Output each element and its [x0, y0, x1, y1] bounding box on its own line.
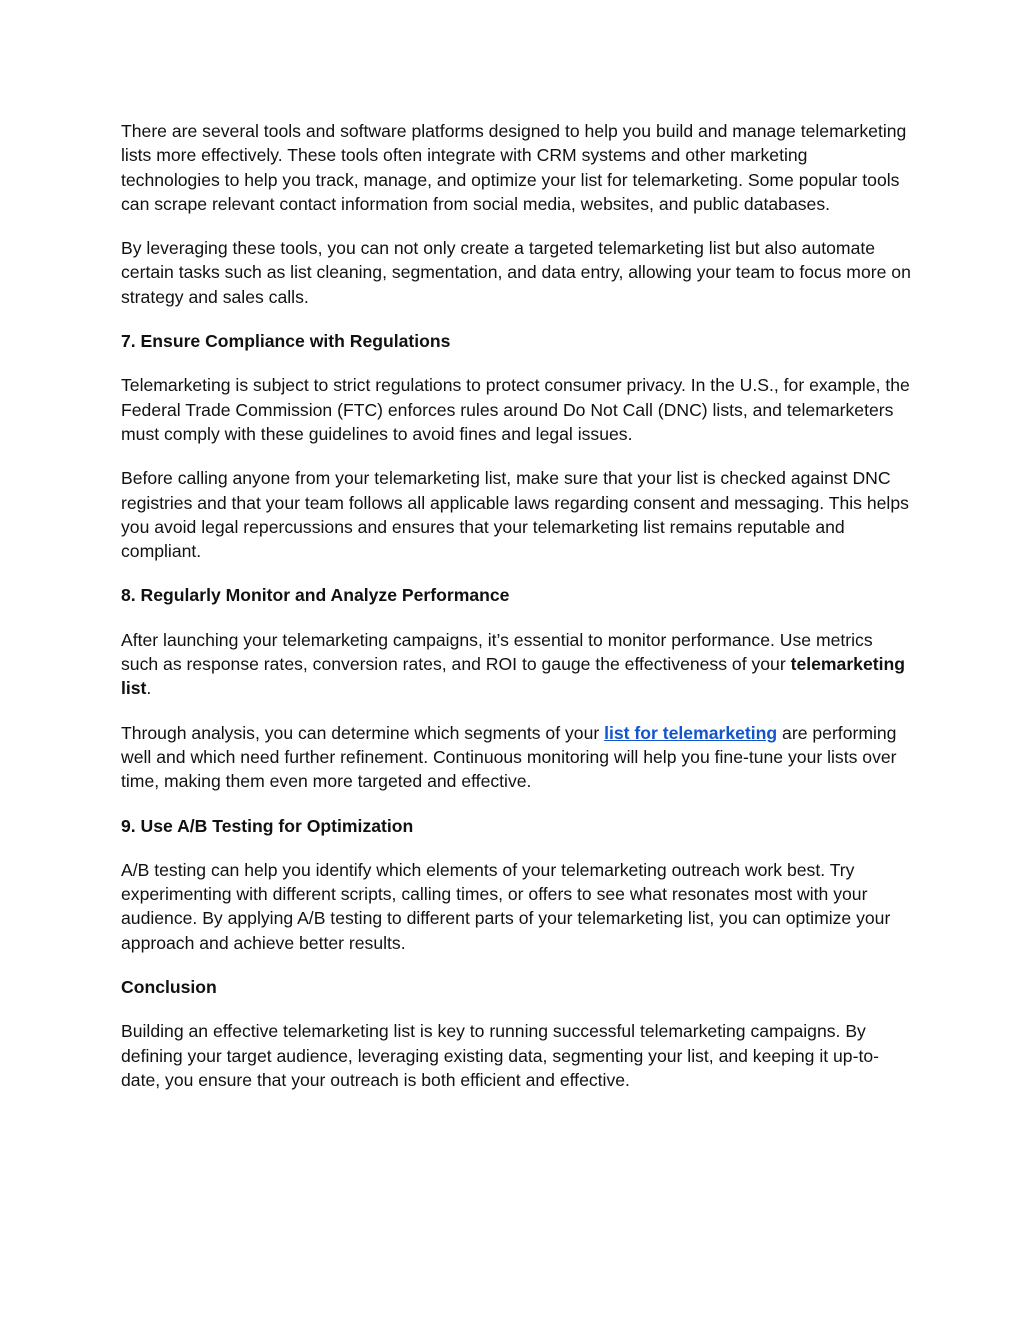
paragraph-analysis-before: Through analysis, you can determine which segments of your — [121, 722, 605, 743]
bold-telemarketing-list: telemarketing list — [121, 654, 905, 699]
paragraph-monitor-metrics — [121, 628, 911, 701]
paragraph-ab-testing: A/B testing can help you identify which elements of your telemarketing outreach work best. Try experimenting with different scripts, calling times, or offers to see what resonates most with your audience. By applying A/B testing to different parts of your telemarketing list, you can optimize your approach and achieve better results. — [121, 859, 891, 953]
list-for-telemarketing-link[interactable]: list for telemarketing — [604, 722, 778, 743]
document-page — [121, 119, 911, 1112]
paragraph-conclusion: Building an effective telemarketing list is key to running successful telemarketing campaigns. By defining your target audience, leveraging existing data, segmenting your list, and keeping it up-to-date, you ensure that your outreach is both efficient and effective. — [121, 1021, 879, 1090]
paragraph-monitor-metrics-text: After launching your telemarketing campaigns, it’s essential to monitor performance. Use metrics such as response rates, conversion rates, and ROI to gauge the effectiveness of your — [121, 629, 873, 675]
heading-compliance: 7. Ensure Compliance with Regulations — [121, 331, 451, 352]
paragraph-analysis-after: are performing well and which need further refinement. Continuous monitoring will help you fine-tune your lists over time, making them even more targeted and effective. — [121, 722, 897, 792]
paragraph-monitor-analysis — [121, 721, 911, 794]
paragraph-monitor-metrics-end: . — [146, 678, 152, 699]
paragraph-compliance-regulations: Telemarketing is subject to strict regulations to protect consumer privacy. In the U.S., for example, the Federal Trade Commission (FTC) enforces rules around Do Not Call (DNC) lists, and telemarketers must comply with these guidelines to avoid fines and legal issues. — [121, 375, 910, 444]
heading-ab-testing: 9. Use A/B Testing for Optimization — [121, 815, 414, 836]
heading-monitor-performance: 8. Regularly Monitor and Analyze Performance — [121, 585, 510, 606]
paragraph-tools-benefits: By leveraging these tools, you can not only create a targeted telemarketing list but also automate certain tasks such as list cleaning, segmentation, and data entry, allowing your team to focus more on strategy and sales calls. — [121, 238, 911, 307]
paragraph-tools-intro: There are several tools and software platforms designed to help you build and manage telemarketing lists more effectively. These tools often integrate with CRM systems and other marketing technologies to help you track, manage, and optimize your list for telemarketing. Some popular tools can scrape relevant contact information from social media, websites, and public databases. — [121, 121, 907, 214]
heading-conclusion: Conclusion — [121, 977, 217, 998]
paragraph-compliance-dnc: Before calling anyone from your telemarketing list, make sure that your list is checked against DNC registries and that your team follows all applicable laws regarding consent and messaging. This helps you avoid legal repercussions and ensures that your telemarketing list remains reputable and compliant. — [121, 468, 909, 562]
